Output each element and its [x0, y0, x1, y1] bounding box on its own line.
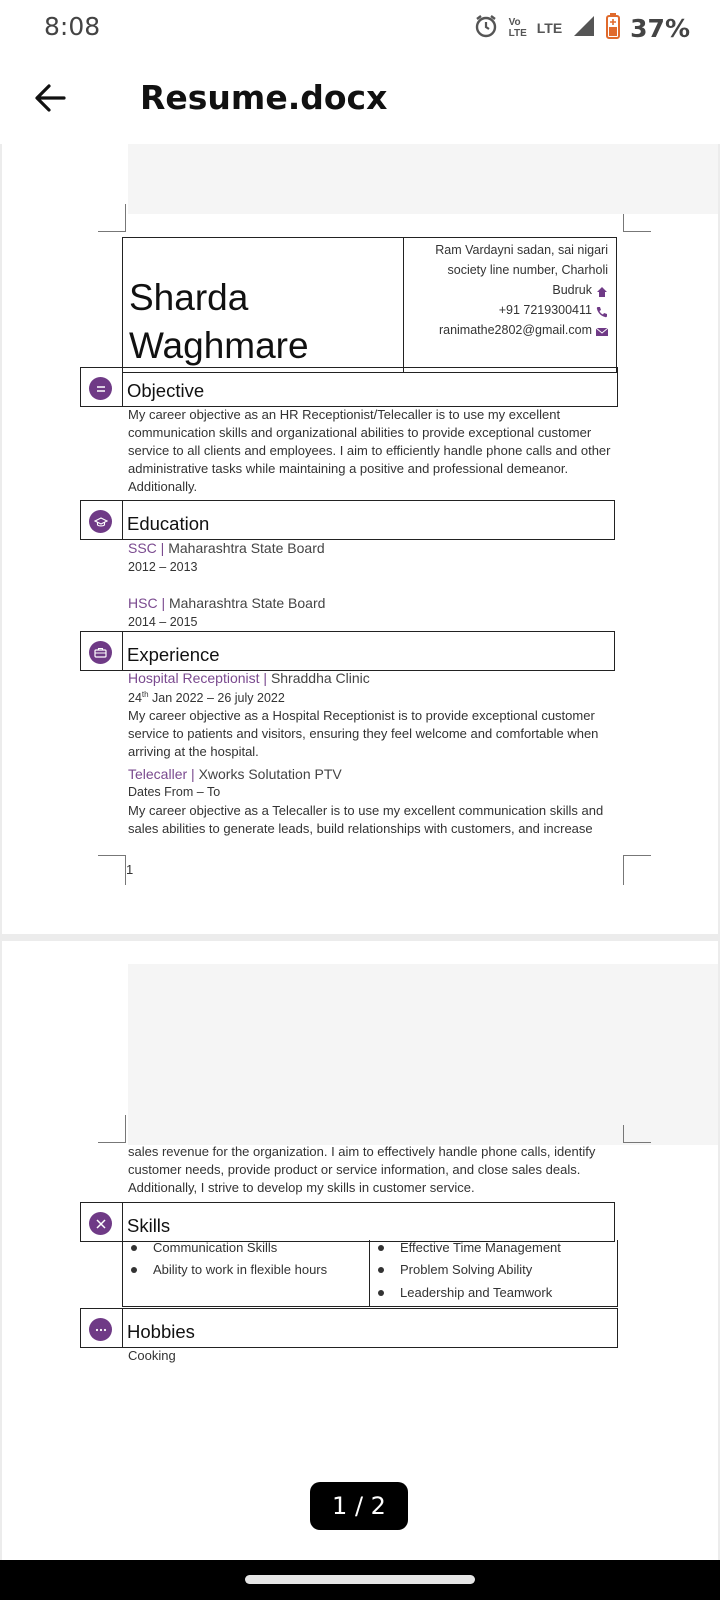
status-time: 8:08 — [44, 12, 101, 41]
briefcase-icon — [89, 641, 112, 664]
header-area — [128, 144, 718, 214]
hobby-item: Cooking — [128, 1348, 176, 1363]
contact-block — [403, 237, 617, 373]
email-address: ranimathe2802@gmail.com — [438, 323, 592, 337]
envelope-icon — [596, 324, 608, 336]
home-gesture-handle[interactable] — [245, 1575, 475, 1584]
experience-entry-title: Hospital Receptionist | Shraddha Clinic — [128, 670, 370, 686]
margin-corner-mark — [98, 204, 126, 232]
battery-icon — [606, 13, 620, 44]
app-bar — [0, 56, 720, 144]
experience-entry-dates: Dates From – To — [128, 785, 221, 799]
home-icon — [596, 284, 608, 296]
margin-corner-mark — [98, 1115, 126, 1143]
navigation-bar — [0, 1560, 720, 1600]
experience-description: My career objective as a Telecaller is to use my excellent communication skills and sales abilities to generate leads, build relationships with customers, and increase — [128, 803, 604, 836]
address-line: Ram Vardayni sadan, sai nigari — [435, 243, 608, 257]
status-bar — [0, 0, 720, 56]
margin-corner-mark — [623, 1125, 651, 1143]
education-heading: Education — [80, 500, 615, 540]
more-dots-icon — [89, 1318, 112, 1341]
margin-corner-mark — [623, 855, 651, 885]
objective-icon — [89, 377, 112, 400]
signal-icon — [572, 14, 596, 43]
volte-icon: Vo LTE — [508, 17, 527, 39]
page-indicator: 1 / 2 — [310, 1482, 408, 1530]
alarm-icon — [473, 13, 499, 44]
experience-heading: Experience — [80, 631, 615, 671]
phone-icon — [596, 304, 608, 316]
skills-heading: Skills — [80, 1202, 615, 1242]
objective-text: My career objective as an HR Receptionist/Telecaller is to use my excellent communication skills and organizational abilities to provide exceptional customer service to all clients and employees. I aim to efficiently handle phone calls and other administrative tasks while maintaining a positive and professional demeanor. Additionally. — [128, 407, 611, 494]
education-entry-dates: 2014 – 2015 — [128, 615, 198, 629]
skill-item: Communication Skills — [131, 1240, 277, 1255]
experience-description: My career objective as a Hospital Receptionist is to provide exceptional customer service to patients and visitors, ensuring they feel welcome and comfortable when arriving at the hospital. — [128, 708, 599, 759]
address-line: Budruk — [552, 283, 592, 297]
network-type: LTE — [536, 20, 563, 36]
skill-item: Ability to work in flexible hours — [131, 1262, 327, 1277]
margin-corner-mark — [623, 214, 651, 232]
arrow-left-icon — [30, 105, 70, 122]
battery-percent: 37% — [630, 13, 690, 43]
status-icons — [473, 10, 690, 46]
document-title: Resume.docx — [140, 78, 388, 117]
document-page-2[interactable] — [2, 941, 718, 1561]
name-block — [122, 237, 404, 373]
experience-entry-title: Telecaller | Xworks Solutation PTV — [128, 766, 342, 782]
education-entry-title: SSC | Maharashtra State Board — [128, 540, 325, 556]
skills-table — [122, 1240, 618, 1307]
experience-entry-dates: 24th Jan 2022 – 26 july 2022 — [128, 690, 285, 706]
graduation-cap-icon — [89, 510, 112, 533]
back-button[interactable] — [30, 78, 70, 118]
header-area — [128, 964, 718, 1145]
experience-description-continued: sales revenue for the organization. I aim to effectively handle phone calls, identify customer needs, provide product or service information, and close sales deals. Additionally, I strive to develop my skills in customer service. — [128, 1144, 596, 1195]
skill-item: Problem Solving Ability — [378, 1262, 532, 1277]
objective-heading: Objective — [80, 367, 618, 407]
document-page-1[interactable] — [2, 144, 718, 934]
candidate-name: Sharda Waghmare — [129, 277, 309, 366]
education-entry-title: HSC | Maharashtra State Board — [128, 595, 326, 611]
skill-item: Leadership and Teamwork — [378, 1285, 552, 1300]
skill-item: Effective Time Management — [378, 1240, 561, 1255]
address-line: society line number, Charholi — [447, 263, 608, 277]
tools-icon — [89, 1212, 112, 1235]
page-number: 1 — [126, 862, 134, 877]
phone-number: +91 7219300411 — [498, 303, 592, 317]
hobbies-heading: Hobbies — [80, 1308, 618, 1348]
margin-corner-mark — [98, 855, 126, 885]
education-entry-dates: 2012 – 2013 — [128, 560, 198, 574]
